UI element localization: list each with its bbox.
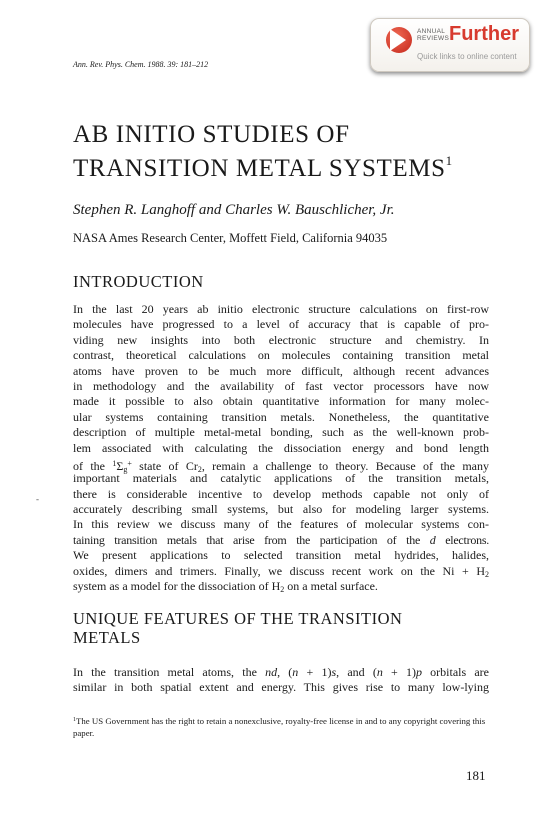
section-heading-introduction: INTRODUCTION [73, 272, 204, 291]
text-line-cr2-state: of the $^1\Sigma_g^+$ state of $Cr_2$, remain a challenge to theory. Because of the many [73, 458, 489, 474]
journal-citation: Ann. Rev. Phys. Chem. 1988. 39: 181–212 [73, 60, 209, 69]
text-line: made it possible to also obtain quantitative information for many molec- [73, 394, 489, 409]
text-line-d-electrons: taining transition metals that arise from the participation of the d electrons. [73, 532, 490, 547]
further-label: Further [449, 23, 519, 45]
text-line: accurately describing small systems, but also for modeling larger systems. [73, 502, 489, 517]
introduction-paragraph [73, 302, 489, 594]
affiliation: NASA Ames Research Center, Moffett Field, California 94035 [73, 231, 388, 245]
text-line: there is considerable incentive to develop methods capable not only of [73, 486, 489, 501]
text-line-orbitals: In the transition metal atoms, the nd, (n + 1)s, and (n + 1)p orbitals are [73, 665, 490, 679]
title-line-2: TRANSITION METAL SYSTEMS$^1$ [73, 153, 453, 182]
text-line: description of multiple metal-metal bonding, such as the well-known prob- [73, 425, 489, 440]
title-footnote-mark[interactable]: 1 [445, 153, 453, 168]
further-subtitle: Quick links to online content [417, 52, 517, 61]
text-line: lem associated with calculating the dissociation energy and bond length [73, 440, 489, 455]
text-line: In this review we discuss many of the features of molecular systems con- [73, 517, 489, 532]
text-line: atoms have proven to be much more difficult, although recent advances [73, 363, 489, 378]
unique-features-paragraph [73, 665, 489, 696]
text-line-ni-h2: oxides, dimers and trimers. Finally, we discuss recent work on the $Ni + H_2$ [73, 563, 489, 579]
footnote-mark: 1 [73, 717, 76, 723]
footnote [73, 714, 489, 739]
footnote-text: The US Government has the right to retain a nonexclusive, royalty-free license in and to any copyright covering this paper. [73, 716, 486, 738]
text-line: viding new insights into both electronic structure and chemistry. In [73, 332, 489, 347]
text-line: ular systems containing transition metals. Nonetheless, the quantitative [73, 409, 489, 424]
further-logo-icon [386, 27, 412, 53]
text-line: In the last 20 years ab initio electronic structure calculations on first-row [73, 302, 489, 316]
section-heading-unique-features: UNIQUE FEATURES OF THE TRANSITION METALS [73, 609, 403, 647]
article-title [73, 122, 453, 182]
text-line-last: system as a model for the dissociation of $H_2$ on a metal surface. [73, 579, 378, 595]
text-line: We present applications to selected transition metal hydrides, halides, [73, 548, 489, 563]
authors: Stephen R. Langhoff and Charles W. Bauschlicher, Jr. [73, 202, 395, 218]
further-badge[interactable] [370, 18, 530, 72]
annual-reviews-logo: ANNUAL REVIEWS [417, 28, 450, 42]
text-line: contrast, theoretical calculations on molecules containing transition metal [73, 348, 489, 363]
text-line: in methodology and the availability of fast vector processors have now [73, 378, 489, 393]
text-line: molecules have progressed to a level of accuracy that is capable of pro- [73, 317, 489, 332]
title-line-1: AB INITIO STUDIES OF [73, 121, 350, 148]
play-arrow-icon [390, 29, 406, 51]
page-number: 181 [466, 768, 486, 783]
text-line: important materials and catalytic applications of the transition metals, [73, 471, 489, 486]
margin-mark: - [36, 494, 39, 504]
text-line: similar in both spatial extent and energy. This gives rise to many low-lying [73, 680, 489, 695]
